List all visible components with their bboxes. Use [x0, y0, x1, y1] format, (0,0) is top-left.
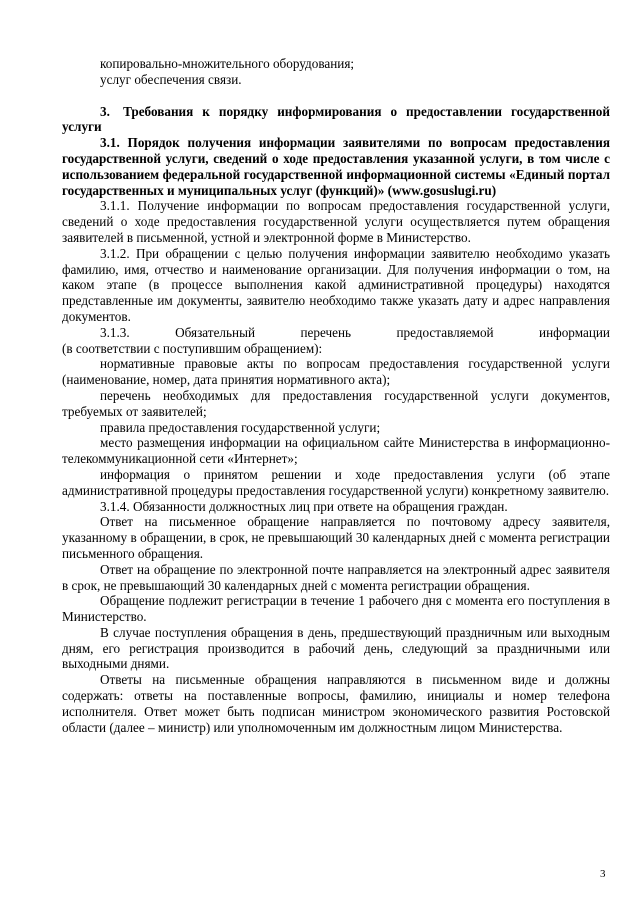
paragraph-3-1-3-tail: (в соответствии с поступившим обращением):	[62, 340, 323, 356]
paragraph-3-1-2: 3.1.2. При обращении с целью получения информации заявителю необходимо указать фамилию, имя, отчество и наименование организации. Для получения информации о том, на каком этапе (в процессе выполнения какой административной процедуры) находятся представленные им документы, заявителю необходимо также указать дату и адрес направления документов.	[62, 245, 610, 324]
intro-line-1: копировально-множительного оборудования;	[100, 56, 355, 71]
paragraph-3-1-4-body: В случае поступления обращения в день, предшествующий праздничным или выходным дням, его регистрация производится в рабочий день, следующий за праздничными или выходными днями.	[62, 624, 610, 672]
list-item-3-1-3: правила предоставления государственной услуги;	[100, 419, 381, 435]
paragraph-3-1-4: 3.1.4. Обязанности должностных лиц при ответе на обращения граждан.	[100, 498, 508, 514]
paragraph-3-1-4-body: Ответ на обращение по электронной почте направляется на электронный адрес заявителя в срок, не превышающий 30 календарных дней с момента регистрации обращения.	[62, 561, 610, 593]
paragraph-3-1-4-body: Обращение подлежит регистрации в течение 1 рабочего дня с момента его поступления в Министерство.	[62, 593, 610, 625]
section-3-title: 3. Требования к порядку информирования о предоставлении государственной услуги	[62, 103, 610, 135]
list-item-3-1-3: информация о принятом решении и ходе предоставления услуги (об этапе административной процедуры предоставления государственной услуги) конкретному заявителю.	[62, 466, 610, 498]
paragraph-3-1-3-head: 3.1.3. Обязательный перечень предоставляемой информации	[100, 324, 610, 340]
paragraph-3-1-4-body: Ответ на письменное обращение направляется по почтовому адресу заявителя, указанному в обращении, в срок, не превышающий 30 календарных дней с момента регистрации письменного обращения.	[62, 514, 610, 561]
paragraph-3-1-1: 3.1.1. Получение информации по вопросам предоставления государственной услуги, сведений о ходе предоставления государственной услуги осуществляется путем обращения заявителей в письменной, устной и электронной форме в Министерство.	[62, 198, 610, 245]
list-item-3-1-3: нормативные правовые акты по вопросам предоставления государственной услуги (наименование, номер, дата принятия нормативного акта);	[62, 356, 610, 388]
section-3-1-title: 3.1. Порядок получения информации заявителями по вопросам предоставления государственной услуги, сведений о ходе предоставления указанной услуги, в том числе с использованием федеральной государственной информационной системы «Единый портал государственных и муниципальных услуг (функций)» (www.gosuslugi.ru)	[62, 135, 610, 198]
page-number: 3	[600, 868, 606, 880]
paragraph-3-1-4-body: Ответы на письменные обращения направляются в письменном виде и должны содержать: ответы на поставленные вопросы, фамилию, инициалы и номер телефона исполнителя. Ответ может быть подписан министром экономического развития Ростовской области (далее – министр) или уполномоченным им должностным лицом Министерства.	[62, 672, 610, 735]
list-item-3-1-3: место размещения информации на официальном сайте Министерства в информационно-телекоммуникационной сети «Интернет»;	[62, 435, 610, 467]
list-item-3-1-3: перечень необходимых для предоставления государственной услуги документов, требуемых от заявителей;	[62, 387, 610, 419]
intro-line-2: услуг обеспечения связи.	[100, 71, 242, 87]
